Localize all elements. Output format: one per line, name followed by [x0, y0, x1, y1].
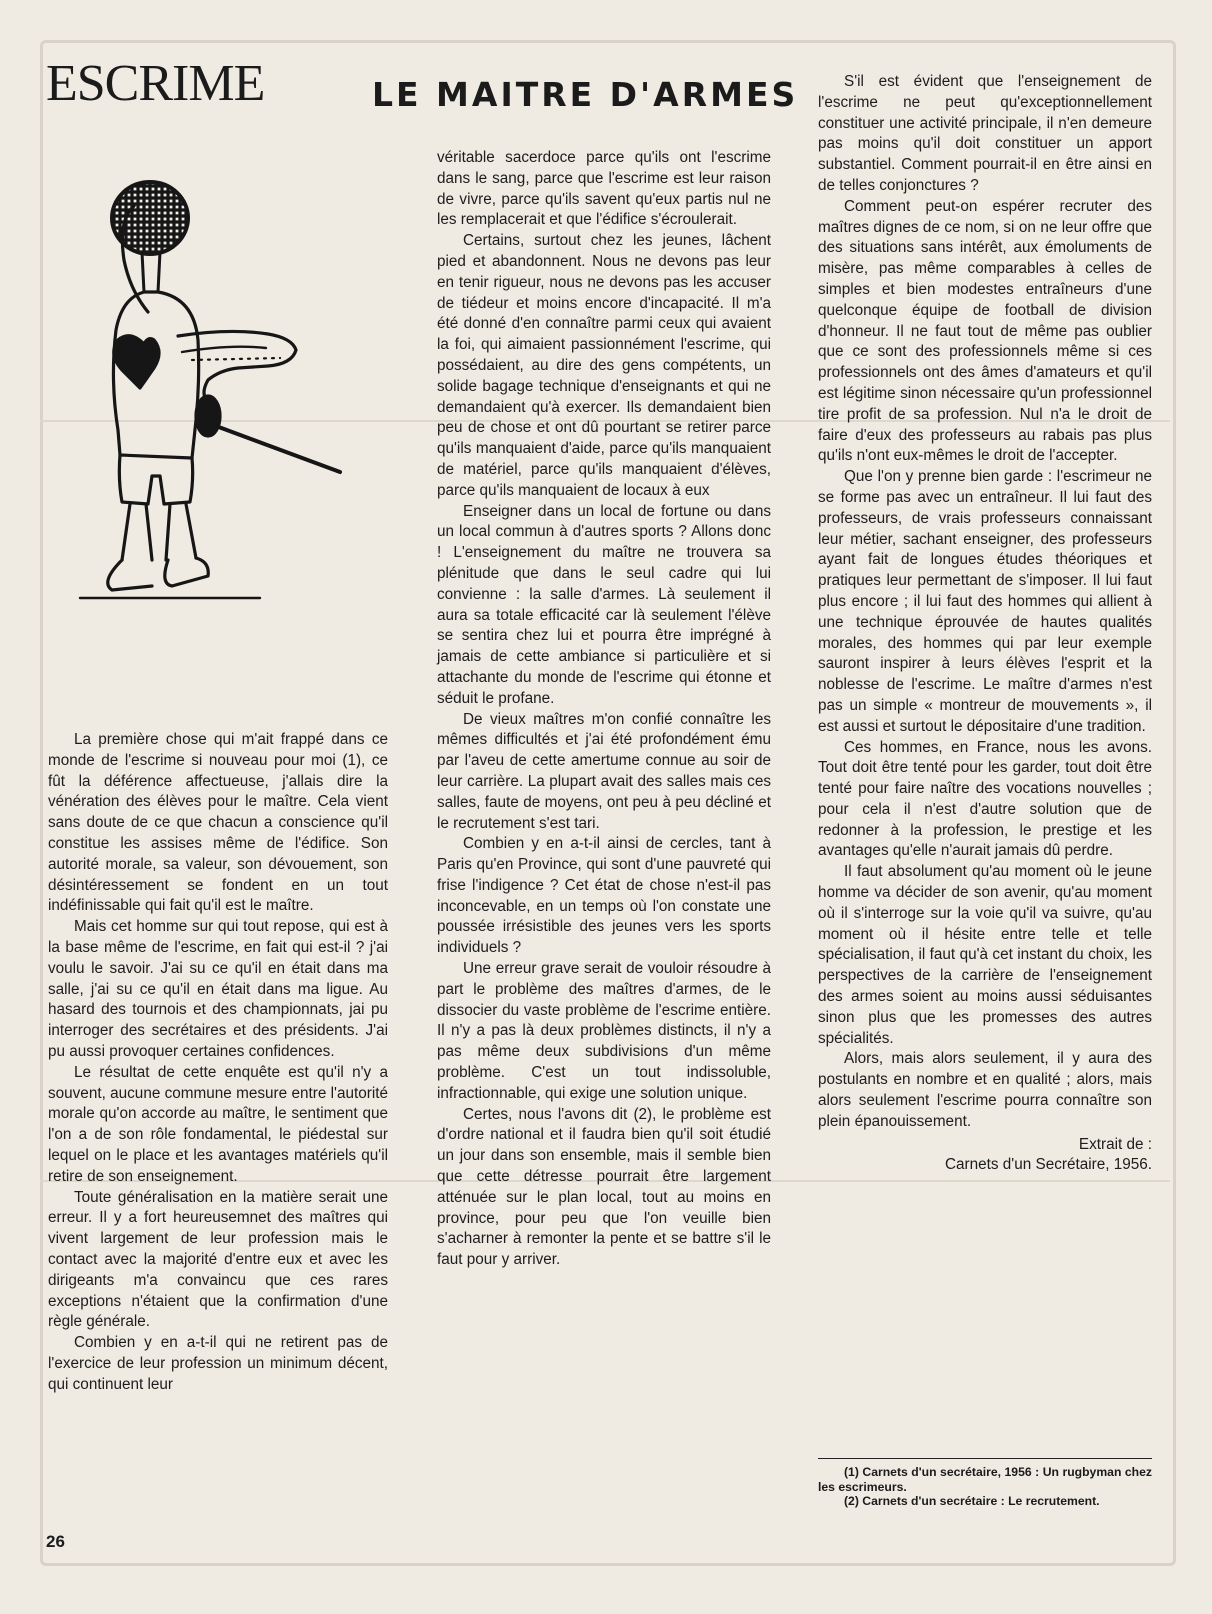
paragraph: S'il est évident que l'enseignement de l'escrime ne peut qu'exceptionnellement constituer une activité principale, il n'en demeure pas moins qu'il doit constituer un apport substantiel. Comment pourrait-il en être ainsi en de telles conjonctures ?	[818, 73, 1152, 194]
paragraph: Alors, mais alors seulement, il y aura des postulants en nombre et en qualité ; alors, mais alors seulement l'escrime pourra connaître son plein épanouissement.	[818, 1050, 1152, 1130]
paragraph: Mais cet homme sur qui tout repose, qui est à la base même de l'escrime, en fait qui est-il ? j'ai voulu le savoir. J'ai su ce qu'il en était dans ma salle, j'ai su ce qu'il en était dans ma ligue. Au hasard des tournois et des championnats, jai pu interroger des secrétaires et des présidents. J'ai pu aussi provoquer certaines confidences.	[48, 918, 388, 1060]
paragraph: Combien y en a-t-il ainsi de cercles, tant à Paris qu'en Province, qui sont d'une pauvreté qui frise l'indigence ? Cet état de chose n'est-il pas inconcevable, en un temps où l'on constate une poussée irrésistible des jeunes vers les sports individuels ?	[437, 835, 771, 957]
text-column-1	[48, 730, 388, 1396]
article-title: LE MAITRE D'ARMES	[372, 75, 799, 114]
sword-blade	[216, 426, 340, 472]
page-number: 26	[46, 1532, 65, 1551]
paragraph: De vieux maîtres m'on confié connaître les mêmes difficultés et j'ai été profondément ému par l'aveu de cette amertume connue au soir de leur carrière. La plupart avait des salles mais ces salles, faute de moyens, ont peu à peu décliné et le recrutement s'est tari.	[437, 710, 771, 832]
text-column-2	[437, 148, 771, 1271]
legs	[122, 504, 196, 560]
shoes	[108, 558, 208, 590]
paragraph: Une erreur grave serait de vouloir résoudre à part le problème des maîtres d'armes, de le dissocier du vaste problème de l'escrime entière. Il n'y a pas là deux problèmes distincts, il n'y a pas même deux subdivisions d'un même problème. C'est un tout indissoluble, infractionnable, qui exige une solution unique.	[437, 960, 771, 1102]
paragraph: Enseigner dans un local de fortune ou dans un local commun à d'autres sports ? Allons donc ! L'enseignement du maître ne trouvera sa plénitude que dans le seul cadre qui lui convienne : la salle d'armes. Là seulement il aura sa totale efficacité car là seulement l'élève se sentira chez lui et pourra être imprégné à jamais de cette ambiance si particulière et si attachante du monde de l'escrime qui étonne et séduit le profane.	[437, 502, 771, 707]
sword-arm	[178, 331, 296, 402]
source-credit	[818, 1135, 1152, 1177]
paragraph: Toute généralisation en la matière serait une erreur. Il y a fort heureusemnet des maîtres qui vivent largement de leur profession mais le contact avec la majorité d'entre eux et avec les dirigeants m'a convaincu que ces rares exceptions n'étaient que la confirmation d'une règle générale.	[48, 1188, 388, 1331]
section-title: ESCRIME	[46, 55, 265, 112]
paragraph: Certes, nous l'avons dit (2), le problème est d'ordre national et il faudra bien qu'il soit étudié un jour dans son ensemble, mais il semble bien que cette détresse pourrait être largement atténuée sur le plan local, tout au moins en province, pour peu que l'on veuille bien s'acharner à remonter la pente et se battre s'il le faut pour y arriver.	[437, 1105, 771, 1269]
fencer-illustration	[60, 180, 380, 640]
text-column-3	[818, 72, 1152, 1176]
heart-emblem-icon	[114, 336, 159, 388]
footnotes	[818, 1458, 1152, 1509]
credit-line-1: Extrait de :	[1078, 1135, 1152, 1153]
credit-line-2: Carnets d'un Secrétaire, 1956.	[944, 1156, 1152, 1174]
paragraph: Comment peut-on espérer recruter des maîtres dignes de ce nom, si on ne leur offre que des situations sans intérêt, aux émoluments de misère, pas même comparables à celles de simples et bien modestes entraîneurs d'une quelconque équipe de football de division d'honneur. Il ne faut tout de même pas oublier que ce sont des professionnels même si ces professionnels ont des âmes d'amateurs et qu'il est légitime sinon nécessaire qu'un professionnel tire profit de sa profession. Nul n'a le droit de faire d'eux des professeurs au rabais pas plus qu'ils n'ont eux-mêmes le droit de l'accepter.	[818, 197, 1152, 465]
paragraph: Il faut absolument qu'au moment où le jeune homme va décider de son avenir, qu'au moment où il s'interroge sur la voie qu'il va suivre, qu'au moment où il hésite entre telle et telle spécialisation, il faut qu'à cet instant du choix, les perspectives de la carrière de l'enseignement des armes soient au moins aussi séduisantes sinon plus que les promesses des autres spécialités.	[818, 863, 1152, 1047]
paragraph: Combien y en a-t-il qui ne retirent pas de l'exercice de leur profession un minimum décent, qui continuent leur	[48, 1334, 388, 1393]
footnote: (2) Carnets d'un secrétaire : Le recrutement.	[844, 1494, 1100, 1508]
footnote: (1) Carnets d'un secrétaire, 1956 : Un rugbyman chez les escrimeurs.	[818, 1465, 1152, 1494]
neck	[142, 252, 160, 292]
sword-guard-icon	[196, 396, 220, 436]
paragraph: Que l'on y prenne bien garde : l'escrimeur ne se forme pas avec un entraîneur. Il lui faut des professeurs, de vrais professeurs connaissant leur métier, sachant enseigner, des professeurs ayant fait de longues études théoriques et pratiques leur permettant de s'imposer. Il lui faut plus encore ; il lui faut des hommes qui allient à une technique éprouvée de hautes qualités morales, des hommes qui par leur exemple sauront inspirer à leurs élèves l'esprit et la noblesse de l'escrime. Le maître d'armes n'est pas un simple « montreur de mouvements », il est aussi et surtout le dépositaire d'une tradition.	[818, 468, 1152, 735]
breeches	[119, 455, 192, 504]
paragraph: Ces hommes, en France, nous les avons. Tout doit être tenté pour les garder, tout doit être tenté pour faire naître des vocations nouvelles ; pour cela il n'est d'autre solution que de redonner à la profession, le prestige et les avantages qu'elle n'aurait jamais dû perdre.	[818, 738, 1152, 860]
paragraph: La première chose qui m'ait frappé dans ce monde de l'escrime si nouveau pour moi (1), ce fût la déférence affectueuse, j'allais dire la vénération des élèves pour le maître. Cela vient sans doute de ce que chacun a conscience qu'il constitue les assises même de l'édifice. Son autorité morale, sa valeur, son dévouement, son désintéressement se fondent en un tout indéfinissable qui fait qu'il est le maître.	[48, 731, 388, 915]
paragraph: véritable sacerdoce parce qu'ils ont l'escrime dans le sang, parce que l'escrime est leur raison de vivre, parce qu'ils savent qu'eux partis nul ne les remplacerait et que l'édifice s'écroulerait.	[437, 149, 771, 229]
paragraph: Certains, surtout chez les jeunes, lâchent pied et abandonnent. Nous ne devons pas leur en tenir rigueur, nous ne devons pas les accuser de tiédeur et moins encore d'incapacité. Il m'a été donné d'en connaître parmi ceux qui avaient la foi, qui aimaient passionnément l'escrime, qui possédaient, au dire des gens compétents, un solide bagage technique d'enseignants et qui ne demandaient qu'à exercer. Ils demandaient bien peu de chose et ont dû pourtant se retirer parce qu'ils manquaient d'aide, parce qu'ils manquaient de matériel, parce qu'ils manquaient d'élèves, parce qu'ils manquaient de locaux à eux	[437, 232, 771, 499]
paragraph: Le résultat de cette enquête est qu'il n'y a souvent, aucune commune mesure entre l'autorité morale qu'on accorde au maître, le sentiment que l'on a de son rôle fondamental, le piédestal sur lequel on le place et les avantages matériels qu'il retire de son enseignement.	[48, 1063, 388, 1185]
